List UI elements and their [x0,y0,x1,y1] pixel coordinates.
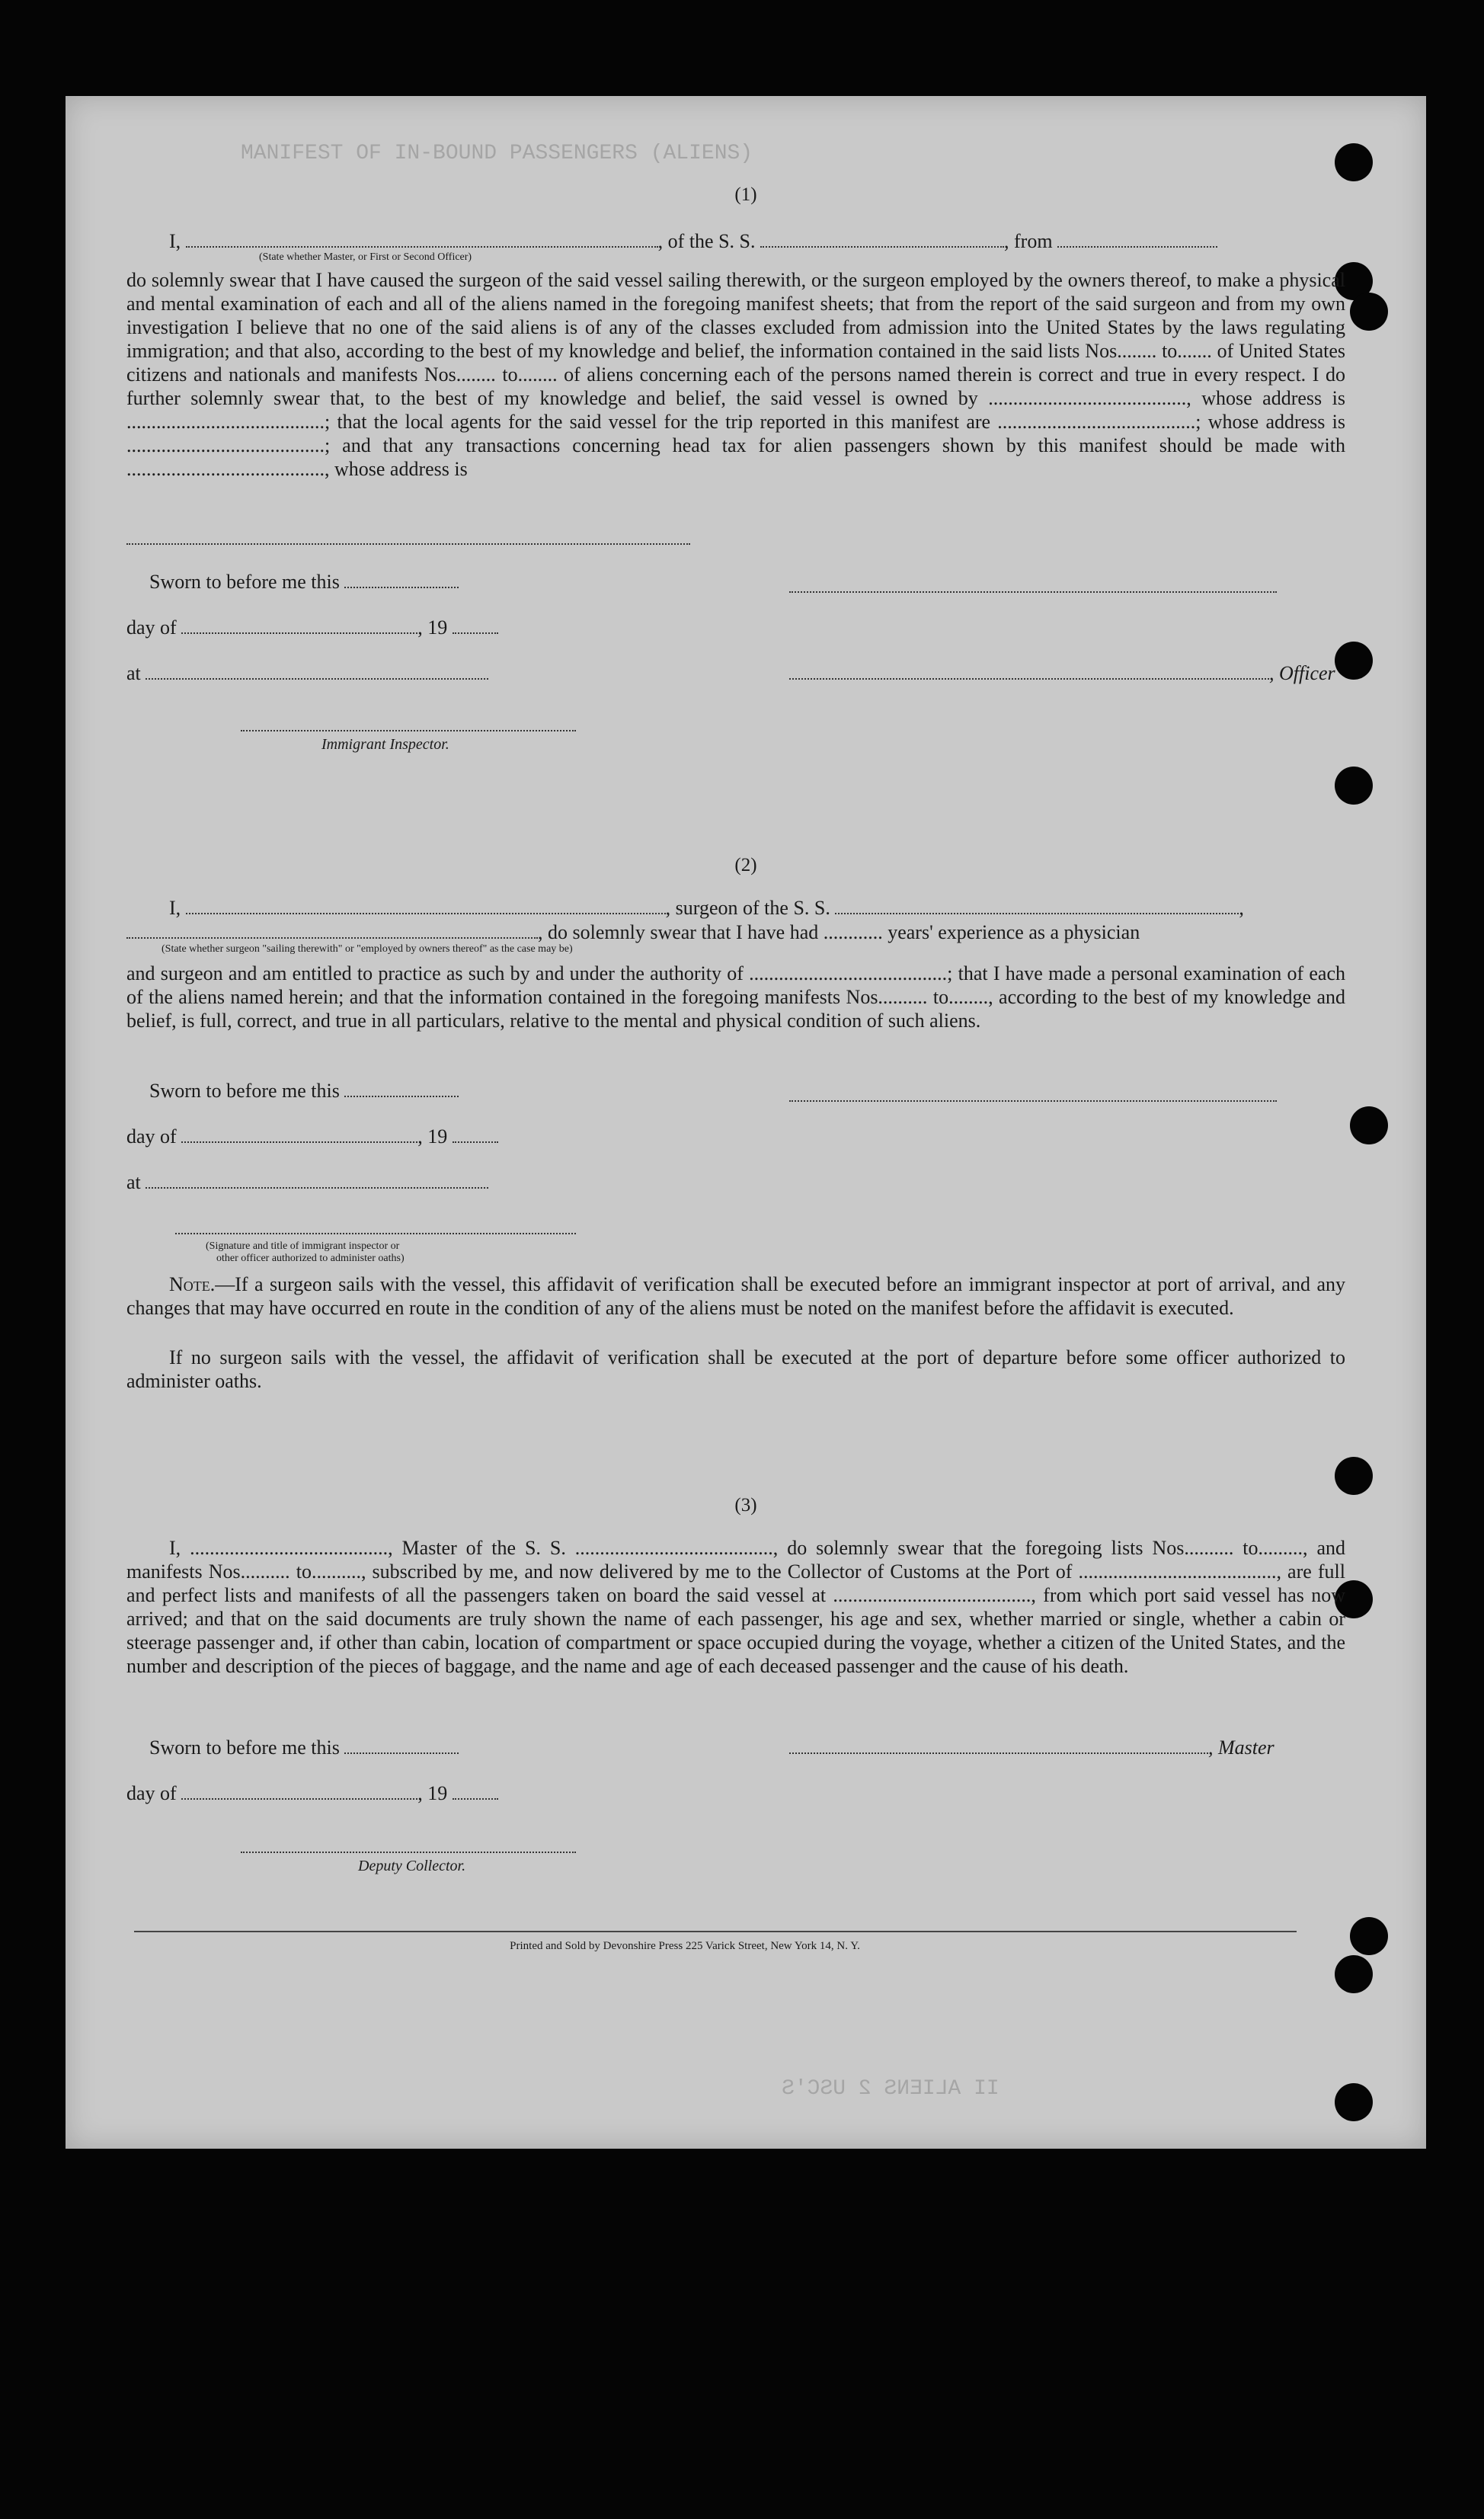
punch-hole [1335,2083,1373,2121]
section-2-signature-line [789,1099,1277,1102]
section-1-sworn: Sworn to before me this [149,570,459,594]
punch-hole [1350,293,1388,331]
section-1-line-1: I, , of the S. S. , from [169,229,1217,253]
section-2-sworn: Sworn to before me this [149,1079,459,1103]
section-3-sworn: Sworn to before me this [149,1736,459,1759]
punch-hole [1335,642,1373,680]
section-3-deputy-caption: Deputy Collector. [358,1858,466,1874]
section-2-at: at [126,1170,488,1194]
section-1-inspector-line [241,728,576,731]
punch-hole [1335,143,1373,181]
punch-hole [1350,1106,1388,1144]
bleed-through-mark: MANIFEST OF IN-BOUND PASSENGERS (ALIENS) [241,142,753,165]
section-2-paragraph: and surgeon and am entitled to practice as such by and under the authority of ........................................; that I have made a personal examination of each of the aliens named herein; and that the information contained in the foregoing manifests Nos.......... to........, according to the best of my knowledge and belief, is full, correct, and true in all particulars, relative to the mental and physical condition of such aliens. [126,962,1345,1032]
bleed-through-mark: II ALIENS 2 USC'S [782,2077,999,2101]
punch-hole [1335,1955,1373,1993]
section-2-sig-note-2: other officer authorized to administer oaths) [216,1253,405,1264]
section-2-line-1: I, , surgeon of the S. S. , [169,897,1244,919]
section-1-officer: , Officer [789,661,1335,685]
section-1-inspector-caption: Immigrant Inspector. [321,736,449,753]
section-1-continuation-line [126,542,690,545]
section-3-master: , Master [789,1736,1275,1759]
section-1-paragraph: do solemnly swear that I have caused the surgeon of the said vessel sailing therewith, or the surgeon employed by the owners thereof, to make a physical and mental examination of each and all of the aliens named in the foregoing manifest sheets; that from the report of the said surgeon and from my own investigation I believe that no one of the said aliens is of any of the classes excluded from admission into the United States by the laws regulating immigration; and that also, according to the best of my knowledge and belief, the information contained in the said lists Nos........ to....... of United States citizens and nationals and manifests Nos........ to........ of aliens concerning each of the persons named therein is correct and true in every respect. I do further solemnly swear that, to the best of my knowledge and belief, the said vessel is owned by ........................................, whose address is ........................................; that the local agents for the said vessel for the trip reported in this manifest are ........................................; whose address is ........................................; and that any transactions concerning head tax for alien passengers shown by this manifest should be made with ........................................, whose address is [126,269,1345,480]
section-2-number: (2) [734,855,757,875]
manifest-page [66,96,1426,2149]
section-1-role-note: (State whether Master, or First or Second Officer) [259,251,472,263]
section-3-number: (3) [734,1495,757,1516]
section-2-role-note: (State whether surgeon "sailing therewith" or "employed by owners thereof" as the case may be) [162,943,573,955]
section-2-inspector-line [175,1231,576,1234]
section-3-deputy-line [241,1850,576,1853]
section-1-day-of: day of , 19 [126,616,498,639]
section-1-signature-line [789,590,1277,593]
punch-hole [1335,1457,1373,1495]
section-2-note: Note.—If a surgeon sails with the vessel, this affidavit of verification shall be executed before an immigrant inspector at port of arrival, and any changes that may have occurred en route in the condition of any of the aliens must be noted on the manifest before the affidavit is executed. [126,1273,1345,1319]
printer-imprint: Printed and Sold by Devonshire Press 225 Varick Street, New York 14, N. Y. [510,1940,860,1952]
section-3-paragraph: I, ........................................, Master of the S. S. ........................................, do solemnly swear that the foregoing lists Nos.......... to........., and manifests Nos.......... to.........., subscribed by me, and now delivered by me to the Collector of Customs at the Port of ........................................, are full and perfect lists and manifests of all the passengers taken on board the said vessel at ........................................, from which port said vessel has now arrived; and that on the said documents are truly shown the name of each passenger, his age and sex, whether married or single, whether a cabin or steerage passenger and, if other than cabin, location of compartment or space occupied during the voyage, whether a citizen of the United States, and the number and description of the pieces of baggage, and the name and age of each deceased passenger and the cause of his death. [126,1537,1345,1677]
section-2-day-of: day of , 19 [126,1125,498,1148]
section-2-line-2: , do solemnly swear that I have had ............ years' experience as a physician [126,920,1140,944]
footer-rule [134,1931,1297,1932]
section-2-note-2: If no surgeon sails with the vessel, the affidavit of verification shall be executed at the port of departure before some officer authorized to administer oaths. [126,1346,1345,1392]
punch-hole [1335,767,1373,805]
section-2-sig-note-1: (Signature and title of immigrant inspector or [206,1240,400,1252]
section-1-at: at [126,661,488,685]
section-1-number: (1) [734,184,757,205]
section-3-day-of: day of , 19 [126,1781,498,1805]
